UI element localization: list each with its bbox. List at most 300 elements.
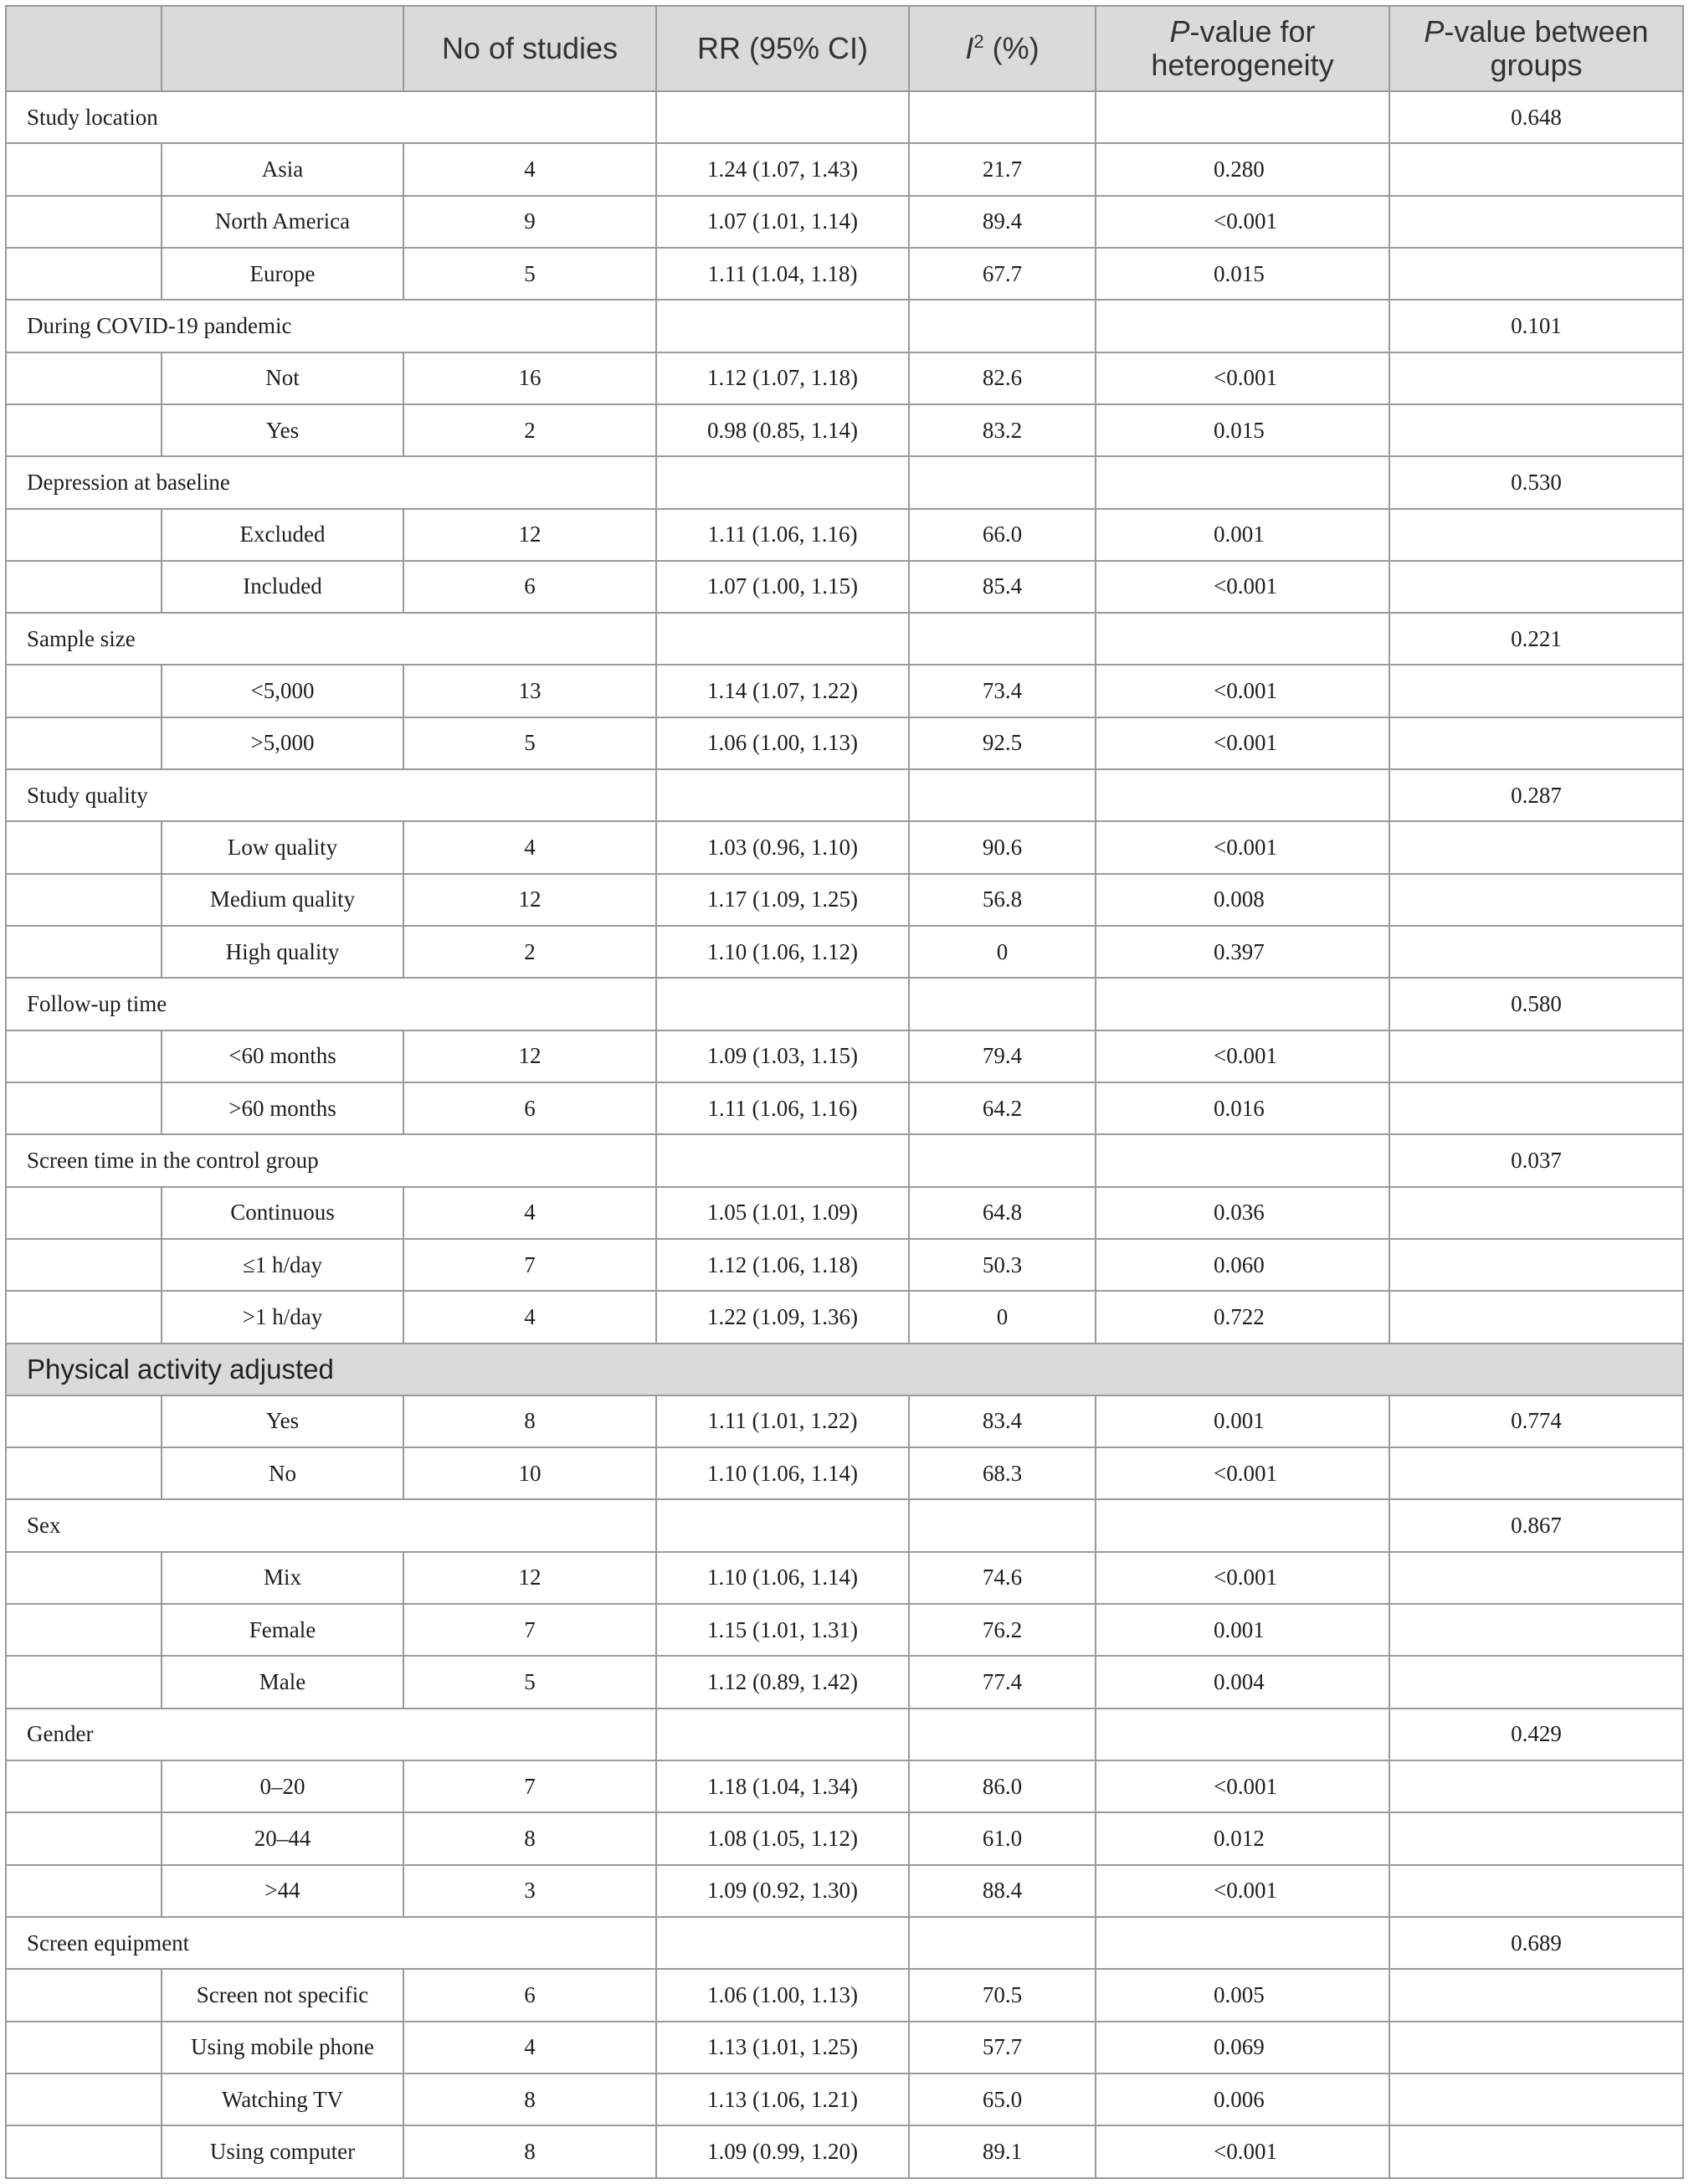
- i2-value: 0: [909, 1291, 1096, 1343]
- indent-cell: [6, 1082, 162, 1134]
- category-label: Sample size: [6, 613, 656, 665]
- indent-cell: [6, 874, 162, 926]
- indent-cell: [6, 1865, 162, 1917]
- p-heterogeneity-value: 0.016: [1096, 1082, 1389, 1134]
- category-row: [6, 1499, 1683, 1551]
- p-heterogeneity-value: 0.060: [1096, 1239, 1389, 1291]
- i2-cell-empty: [909, 1499, 1096, 1551]
- rr-value: 1.03 (0.96, 1.10): [656, 821, 909, 873]
- i2-cell-empty: [909, 300, 1096, 352]
- indent-cell: [6, 1969, 162, 2021]
- p-between-value: 0.037: [1389, 1134, 1683, 1186]
- indent-cell: [6, 1604, 162, 1656]
- p-heterogeneity-value: 0.006: [1096, 2074, 1389, 2125]
- p-heterogeneity-value: 0.001: [1096, 1604, 1389, 1656]
- subgroup-label: No: [162, 1447, 403, 1499]
- category-row: [6, 1917, 1683, 1969]
- subgroup-label: Female: [162, 1604, 403, 1656]
- no-of-studies-value: 10: [403, 1447, 656, 1499]
- subgroup-row: [6, 1812, 1683, 1864]
- indent-cell: [6, 1030, 162, 1082]
- indent-cell: [6, 561, 162, 613]
- category-label: Screen time in the control group: [6, 1134, 656, 1186]
- rr-value: 1.05 (1.01, 1.09): [656, 1187, 909, 1239]
- indent-cell: [6, 1239, 162, 1291]
- subgroup-row: [6, 196, 1683, 248]
- subgroup-label: Watching TV: [162, 2074, 403, 2125]
- rr-value: 1.06 (1.00, 1.13): [656, 1969, 909, 2021]
- indent-cell: [6, 665, 162, 717]
- header-p-het-rest: -value for heterogeneity: [1151, 14, 1334, 82]
- category-row: [6, 456, 1683, 508]
- category-row: [6, 1134, 1683, 1186]
- no-of-studies-value: 7: [403, 1604, 656, 1656]
- indent-cell: [6, 1656, 162, 1708]
- no-of-studies-value: 4: [403, 821, 656, 873]
- indent-cell: [6, 196, 162, 248]
- category-label: Gender: [6, 1709, 656, 1760]
- no-of-studies-value: 9: [403, 196, 656, 248]
- p-heterogeneity-empty: [1096, 1499, 1389, 1551]
- p-between-value: [1389, 1447, 1683, 1499]
- subgroup-label: <5,000: [162, 665, 403, 717]
- p-heterogeneity-value: <0.001: [1096, 1447, 1389, 1499]
- subgroup-label: Using computer: [162, 2125, 403, 2178]
- p-heterogeneity-value: <0.001: [1096, 1760, 1389, 1812]
- rr-cell-empty: [656, 978, 909, 1030]
- no-of-studies-value: 7: [403, 1760, 656, 1812]
- subgroup-row: [6, 1395, 1683, 1447]
- category-label: Sex: [6, 1499, 656, 1551]
- subgroup-label: <60 months: [162, 1030, 403, 1082]
- no-of-studies-value: 8: [403, 1395, 656, 1447]
- indent-cell: [6, 1395, 162, 1447]
- header-i2: [909, 6, 1096, 91]
- indent-cell: [6, 509, 162, 561]
- header-no-of-studies: No of studies: [403, 6, 656, 91]
- p-between-value: [1389, 1604, 1683, 1656]
- p-between-value: 0.689: [1389, 1917, 1683, 1969]
- i2-value: 88.4: [909, 1865, 1096, 1917]
- subgroup-row: [6, 1030, 1683, 1082]
- p-heterogeneity-value: 0.001: [1096, 509, 1389, 561]
- p-heterogeneity-value: <0.001: [1096, 196, 1389, 248]
- i2-value: 83.4: [909, 1395, 1096, 1447]
- i2-value: 89.1: [909, 2125, 1096, 2178]
- p-between-value: [1389, 1239, 1683, 1291]
- no-of-studies-value: 5: [403, 1656, 656, 1708]
- i2-cell-empty: [909, 1709, 1096, 1760]
- category-label: Depression at baseline: [6, 456, 656, 508]
- subgroup-row: [6, 1447, 1683, 1499]
- no-of-studies-value: 3: [403, 1865, 656, 1917]
- subgroup-row: [6, 1187, 1683, 1239]
- i2-value: 67.7: [909, 248, 1096, 300]
- subgroup-label: Excluded: [162, 509, 403, 561]
- category-row: [6, 978, 1683, 1030]
- rr-value: 1.11 (1.06, 1.16): [656, 1082, 909, 1134]
- i2-value: 70.5: [909, 1969, 1096, 2021]
- rr-value: 1.09 (1.03, 1.15): [656, 1030, 909, 1082]
- indent-cell: [6, 821, 162, 873]
- p-between-value: 0.530: [1389, 456, 1683, 508]
- i2-value: 79.4: [909, 1030, 1096, 1082]
- subgroup-label: High quality: [162, 926, 403, 978]
- subgroup-label: Yes: [162, 404, 403, 456]
- p-heterogeneity-value: <0.001: [1096, 665, 1389, 717]
- category-row: [6, 300, 1683, 352]
- indent-cell: [6, 248, 162, 300]
- header-i2-base: I: [965, 31, 974, 65]
- rr-cell-empty: [656, 1499, 909, 1551]
- p-between-value: [1389, 874, 1683, 926]
- rr-cell-empty: [656, 1134, 909, 1186]
- category-row: [6, 613, 1683, 665]
- subgroup-row: [6, 2022, 1683, 2074]
- indent-cell: [6, 2074, 162, 2125]
- rr-value: 1.10 (1.06, 1.14): [656, 1552, 909, 1604]
- i2-value: 89.4: [909, 196, 1096, 248]
- category-label: Study quality: [6, 769, 656, 821]
- section-band-row: [6, 1344, 1683, 1395]
- rr-cell-empty: [656, 91, 909, 143]
- p-between-value: [1389, 1552, 1683, 1604]
- section-band-label: Physical activity adjusted: [6, 1344, 1683, 1395]
- no-of-studies-value: 2: [403, 926, 656, 978]
- p-heterogeneity-value: <0.001: [1096, 2125, 1389, 2178]
- p-between-value: [1389, 561, 1683, 613]
- rr-value: 1.18 (1.04, 1.34): [656, 1760, 909, 1812]
- rr-cell-empty: [656, 769, 909, 821]
- i2-value: 0: [909, 926, 1096, 978]
- subgroup-label: >1 h/day: [162, 1291, 403, 1343]
- rr-value: 1.09 (0.92, 1.30): [656, 1865, 909, 1917]
- i2-value: 77.4: [909, 1656, 1096, 1708]
- i2-value: 61.0: [909, 1812, 1096, 1864]
- rr-value: 1.13 (1.01, 1.25): [656, 2022, 909, 2074]
- rr-value: 1.11 (1.01, 1.22): [656, 1395, 909, 1447]
- indent-cell: [6, 143, 162, 195]
- subgroup-label: Screen not specific: [162, 1969, 403, 2021]
- subgroup-row: [6, 1865, 1683, 1917]
- rr-value: 1.14 (1.07, 1.22): [656, 665, 909, 717]
- indent-cell: [6, 1447, 162, 1499]
- subgroup-row: [6, 926, 1683, 978]
- p-heterogeneity-value: <0.001: [1096, 1030, 1389, 1082]
- p-heterogeneity-value: 0.036: [1096, 1187, 1389, 1239]
- p-between-value: 0.774: [1389, 1395, 1683, 1447]
- no-of-studies-value: 7: [403, 1239, 656, 1291]
- indent-cell: [6, 1187, 162, 1239]
- p-between-value: [1389, 2074, 1683, 2125]
- subgroup-label: >60 months: [162, 1082, 403, 1134]
- subgroup-label: Included: [162, 561, 403, 613]
- rr-cell-empty: [656, 456, 909, 508]
- i2-value: 50.3: [909, 1239, 1096, 1291]
- rr-value: 0.98 (0.85, 1.14): [656, 404, 909, 456]
- p-between-value: 0.580: [1389, 978, 1683, 1030]
- subgroup-analysis-table: [5, 5, 1684, 2179]
- table-header: [6, 6, 1683, 91]
- indent-cell: [6, 2022, 162, 2074]
- subgroup-label: Not: [162, 352, 403, 404]
- no-of-studies-value: 6: [403, 1969, 656, 2021]
- header-blank-1: [6, 6, 162, 91]
- indent-cell: [6, 717, 162, 769]
- subgroup-label: Yes: [162, 1395, 403, 1447]
- indent-cell: [6, 926, 162, 978]
- category-row: [6, 769, 1683, 821]
- table-body: [6, 91, 1683, 2178]
- i2-value: 90.6: [909, 821, 1096, 873]
- rr-value: 1.10 (1.06, 1.14): [656, 1447, 909, 1499]
- p-between-value: 0.287: [1389, 769, 1683, 821]
- p-heterogeneity-value: <0.001: [1096, 821, 1389, 873]
- no-of-studies-value: 8: [403, 2074, 656, 2125]
- i2-cell-empty: [909, 769, 1096, 821]
- category-label: Follow-up time: [6, 978, 656, 1030]
- p-between-value: [1389, 1082, 1683, 1134]
- p-between-value: [1389, 352, 1683, 404]
- p-heterogeneity-value: 0.069: [1096, 2022, 1389, 2074]
- p-between-value: [1389, 509, 1683, 561]
- subgroup-label: Male: [162, 1656, 403, 1708]
- i2-cell-empty: [909, 978, 1096, 1030]
- indent-cell: [6, 352, 162, 404]
- subgroup-label: North America: [162, 196, 403, 248]
- header-blank-2: [162, 6, 403, 91]
- no-of-studies-value: 4: [403, 1187, 656, 1239]
- subgroup-row: [6, 1969, 1683, 2021]
- p-heterogeneity-empty: [1096, 1917, 1389, 1969]
- subgroup-row: [6, 1656, 1683, 1708]
- p-heterogeneity-value: 0.004: [1096, 1656, 1389, 1708]
- subgroup-row: [6, 509, 1683, 561]
- subgroup-label: 20–44: [162, 1812, 403, 1864]
- p-heterogeneity-empty: [1096, 1709, 1389, 1760]
- p-heterogeneity-value: <0.001: [1096, 1552, 1389, 1604]
- p-between-value: 0.221: [1389, 613, 1683, 665]
- indent-cell: [6, 1812, 162, 1864]
- rr-value: 1.07 (1.00, 1.15): [656, 561, 909, 613]
- i2-cell-empty: [909, 456, 1096, 508]
- no-of-studies-value: 12: [403, 1030, 656, 1082]
- i2-cell-empty: [909, 613, 1096, 665]
- subgroup-row: [6, 1291, 1683, 1343]
- subgroup-row: [6, 821, 1683, 873]
- p-between-value: 0.867: [1389, 1499, 1683, 1551]
- category-label: Screen equipment: [6, 1917, 656, 1969]
- no-of-studies-value: 5: [403, 717, 656, 769]
- i2-value: 65.0: [909, 2074, 1096, 2125]
- p-between-value: [1389, 404, 1683, 456]
- header-p-between: [1389, 6, 1683, 91]
- indent-cell: [6, 1552, 162, 1604]
- rr-value: 1.22 (1.09, 1.36): [656, 1291, 909, 1343]
- p-heterogeneity-value: <0.001: [1096, 717, 1389, 769]
- p-heterogeneity-empty: [1096, 769, 1389, 821]
- p-heterogeneity-empty: [1096, 613, 1389, 665]
- p-between-value: [1389, 1760, 1683, 1812]
- p-heterogeneity-empty: [1096, 978, 1389, 1030]
- category-label: Study location: [6, 91, 656, 143]
- p-between-value: [1389, 248, 1683, 300]
- subgroup-label: >44: [162, 1865, 403, 1917]
- indent-cell: [6, 2125, 162, 2178]
- subgroup-label: Europe: [162, 248, 403, 300]
- subgroup-label: Asia: [162, 143, 403, 195]
- rr-value: 1.12 (1.06, 1.18): [656, 1239, 909, 1291]
- no-of-studies-value: 6: [403, 1082, 656, 1134]
- rr-value: 1.17 (1.09, 1.25): [656, 874, 909, 926]
- p-heterogeneity-value: 0.008: [1096, 874, 1389, 926]
- i2-value: 68.3: [909, 1447, 1096, 1499]
- rr-value: 1.11 (1.06, 1.16): [656, 509, 909, 561]
- header-p-het-italic: P: [1169, 14, 1190, 49]
- rr-value: 1.08 (1.05, 1.12): [656, 1812, 909, 1864]
- i2-cell-empty: [909, 1134, 1096, 1186]
- p-between-value: [1389, 1291, 1683, 1343]
- indent-cell: [6, 404, 162, 456]
- rr-value: 1.24 (1.07, 1.43): [656, 143, 909, 195]
- rr-value: 1.09 (0.99, 1.20): [656, 2125, 909, 2178]
- p-between-value: [1389, 1187, 1683, 1239]
- subgroup-row: [6, 248, 1683, 300]
- subgroup-row: [6, 665, 1683, 717]
- header-row: [6, 6, 1683, 91]
- no-of-studies-value: 8: [403, 2125, 656, 2178]
- subgroup-row: [6, 1760, 1683, 1812]
- rr-value: 1.12 (1.07, 1.18): [656, 352, 909, 404]
- no-of-studies-value: 4: [403, 1291, 656, 1343]
- p-between-value: [1389, 821, 1683, 873]
- i2-value: 56.8: [909, 874, 1096, 926]
- rr-cell-empty: [656, 613, 909, 665]
- i2-value: 73.4: [909, 665, 1096, 717]
- no-of-studies-value: 12: [403, 874, 656, 926]
- rr-cell-empty: [656, 1917, 909, 1969]
- p-heterogeneity-value: 0.722: [1096, 1291, 1389, 1343]
- subgroup-row: [6, 717, 1683, 769]
- p-heterogeneity-value: 0.015: [1096, 404, 1389, 456]
- header-rr: RR (95% CI): [656, 6, 909, 91]
- p-heterogeneity-value: 0.005: [1096, 1969, 1389, 2021]
- subgroup-label: Medium quality: [162, 874, 403, 926]
- header-p-heterogeneity: [1096, 6, 1389, 91]
- subgroup-label: ≤1 h/day: [162, 1239, 403, 1291]
- i2-value: 83.2: [909, 404, 1096, 456]
- p-heterogeneity-value: 0.397: [1096, 926, 1389, 978]
- i2-value: 57.7: [909, 2022, 1096, 2074]
- rr-value: 1.10 (1.06, 1.12): [656, 926, 909, 978]
- subgroup-label: Using mobile phone: [162, 2022, 403, 2074]
- p-between-value: [1389, 1030, 1683, 1082]
- no-of-studies-value: 4: [403, 143, 656, 195]
- subgroup-label: 0–20: [162, 1760, 403, 1812]
- no-of-studies-value: 5: [403, 248, 656, 300]
- subgroup-row: [6, 352, 1683, 404]
- i2-cell-empty: [909, 1917, 1096, 1969]
- i2-value: 21.7: [909, 143, 1096, 195]
- p-between-value: [1389, 1656, 1683, 1708]
- rr-cell-empty: [656, 300, 909, 352]
- p-between-value: [1389, 1865, 1683, 1917]
- subgroup-label: Low quality: [162, 821, 403, 873]
- subgroup-row: [6, 2125, 1683, 2178]
- i2-value: 66.0: [909, 509, 1096, 561]
- rr-value: 1.15 (1.01, 1.31): [656, 1604, 909, 1656]
- subgroup-row: [6, 1082, 1683, 1134]
- subgroup-row: [6, 2074, 1683, 2125]
- rr-value: 1.07 (1.01, 1.14): [656, 196, 909, 248]
- p-between-value: [1389, 1812, 1683, 1864]
- p-heterogeneity-value: 0.001: [1096, 1395, 1389, 1447]
- i2-value: 64.2: [909, 1082, 1096, 1134]
- no-of-studies-value: 16: [403, 352, 656, 404]
- category-row: [6, 91, 1683, 143]
- p-heterogeneity-value: <0.001: [1096, 561, 1389, 613]
- i2-value: 64.8: [909, 1187, 1096, 1239]
- no-of-studies-value: 2: [403, 404, 656, 456]
- header-p-btw-italic: P: [1424, 14, 1445, 49]
- i2-value: 86.0: [909, 1760, 1096, 1812]
- p-heterogeneity-empty: [1096, 1134, 1389, 1186]
- p-between-value: [1389, 1969, 1683, 2021]
- i2-value: 92.5: [909, 717, 1096, 769]
- indent-cell: [6, 1760, 162, 1812]
- subgroup-row: [6, 874, 1683, 926]
- p-between-value: [1389, 717, 1683, 769]
- subgroup-label: Mix: [162, 1552, 403, 1604]
- no-of-studies-value: 13: [403, 665, 656, 717]
- p-heterogeneity-empty: [1096, 300, 1389, 352]
- p-between-value: [1389, 2125, 1683, 2178]
- p-between-value: [1389, 926, 1683, 978]
- subgroup-row: [6, 404, 1683, 456]
- subgroup-row: [6, 1239, 1683, 1291]
- no-of-studies-value: 12: [403, 1552, 656, 1604]
- p-heterogeneity-value: <0.001: [1096, 352, 1389, 404]
- i2-value: 76.2: [909, 1604, 1096, 1656]
- p-heterogeneity-value: 0.280: [1096, 143, 1389, 195]
- p-heterogeneity-value: <0.001: [1096, 1865, 1389, 1917]
- header-i2-sup: 2: [973, 31, 984, 52]
- i2-value: 74.6: [909, 1552, 1096, 1604]
- no-of-studies-value: 12: [403, 509, 656, 561]
- p-between-value: [1389, 2022, 1683, 2074]
- subgroup-row: [6, 561, 1683, 613]
- no-of-studies-value: 4: [403, 2022, 656, 2074]
- i2-value: 82.6: [909, 352, 1096, 404]
- p-between-value: 0.429: [1389, 1709, 1683, 1760]
- subgroup-label: >5,000: [162, 717, 403, 769]
- p-heterogeneity-value: 0.015: [1096, 248, 1389, 300]
- p-between-value: [1389, 665, 1683, 717]
- rr-value: 1.06 (1.00, 1.13): [656, 717, 909, 769]
- p-between-value: 0.648: [1389, 91, 1683, 143]
- subgroup-row: [6, 143, 1683, 195]
- i2-cell-empty: [909, 91, 1096, 143]
- p-between-value: [1389, 196, 1683, 248]
- subgroup-label: Continuous: [162, 1187, 403, 1239]
- rr-value: 1.13 (1.06, 1.21): [656, 2074, 909, 2125]
- p-between-value: 0.101: [1389, 300, 1683, 352]
- rr-value: 1.12 (0.89, 1.42): [656, 1656, 909, 1708]
- header-i2-suffix: (%): [983, 31, 1040, 65]
- p-heterogeneity-empty: [1096, 456, 1389, 508]
- no-of-studies-value: 6: [403, 561, 656, 613]
- p-between-value: [1389, 143, 1683, 195]
